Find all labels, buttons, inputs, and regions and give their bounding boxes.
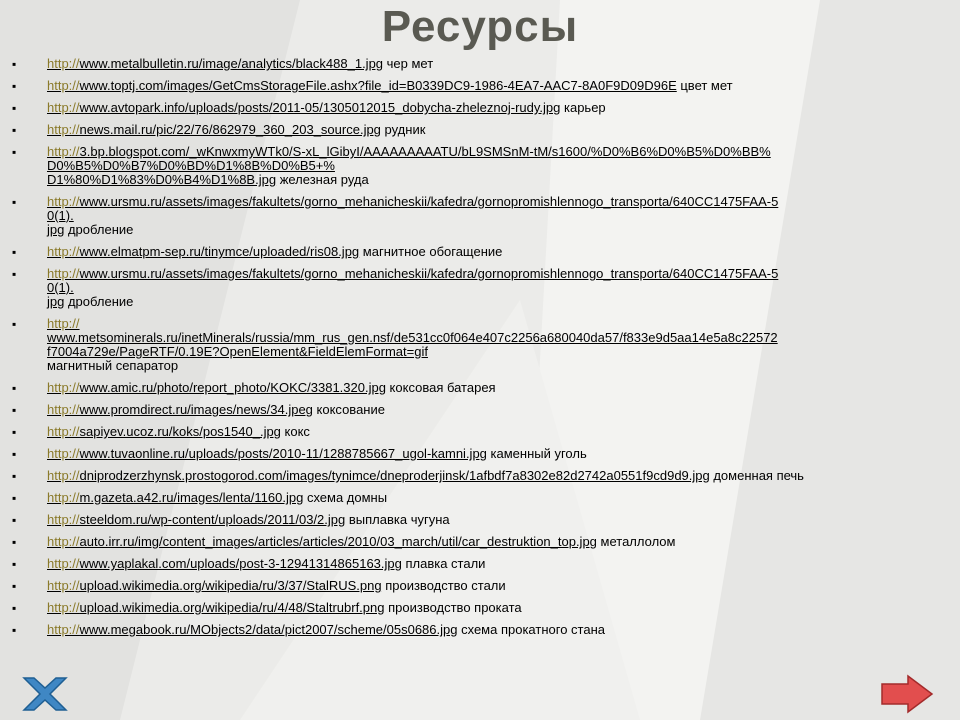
list-item [12,245,952,259]
reference-link[interactable]: http:// [47,316,80,331]
bullet-icon: ▪ [12,447,17,461]
list-item [12,79,952,93]
reference-link[interactable]: http://upload.wikimedia.org/wikipedia/ru/3/37/StalRUS.png [47,578,382,593]
reference-link[interactable]: http://www.metalbulletin.ru/image/analytics/black488_1.jpg [47,56,384,71]
list-item [12,57,952,71]
reference-description: карьер [560,100,606,115]
reference-description: кокс [280,424,310,439]
bullet-icon: ▪ [12,579,17,593]
list-item [12,123,952,137]
bullet-icon: ▪ [12,57,17,71]
list-item [12,447,952,461]
list-item [12,601,952,615]
bullet-icon: ▪ [12,101,17,115]
reference-description: чер мет [383,56,434,71]
reference-description: схема домны [303,490,388,505]
reference-link[interactable]: http://auto.irr.ru/img/content_images/articles/articles/2010/03_march/util/car_destruktion_top.jpg [47,534,597,549]
reference-link[interactable]: http://www.ursmu.ru/assets/images/fakultets/gorno_mehanicheskii/kafedra/gornopromishlennogo_transporta/640CC1475FAA-5 [47,194,779,209]
bullet-icon: ▪ [12,79,17,93]
reference-link-end[interactable]: jpg [47,294,65,309]
reference-description: схема прокатного стана [457,622,605,637]
list-item [12,425,952,439]
reference-link-end[interactable]: f7004a729e/PageRTF/0.19E?OpenElement&FieldElemFormat=gif [47,344,428,359]
reference-link-end[interactable]: jpg [47,222,65,237]
reference-description: каменный уголь [486,446,587,461]
bullet-icon: ▪ [12,317,17,331]
reference-link[interactable]: http://www.toptj.com/images/GetCmsStorageFile.ashx?file_id=B0339DC9-1986-4EA7-AAC7-8A0F9D09D96E [47,78,677,93]
list-item [12,535,952,549]
reference-description: доменная печь [709,468,804,483]
reference-link[interactable]: http://www.promdirect.ru/images/news/34.jpeg [47,402,313,417]
reference-description: дробление [64,222,134,237]
reference-link[interactable]: http://www.yaplakal.com/uploads/post-3-12941314865163.jpg [47,556,402,571]
bullet-icon: ▪ [12,403,17,417]
reference-link-cont[interactable]: 0(1). [47,280,74,295]
bullet-icon: ▪ [12,245,17,259]
list-item [12,513,952,527]
bullet-icon: ▪ [12,267,17,281]
bullet-icon: ▪ [12,513,17,527]
reference-description: плавка стали [401,556,486,571]
reference-link[interactable]: http://www.amic.ru/photo/report_photo/KOKC/3381.320.jpg [47,380,386,395]
reference-description: рудник [380,122,426,137]
list-item [12,381,952,395]
bullet-icon: ▪ [12,123,17,137]
reference-link[interactable]: http://steeldom.ru/wp-content/uploads/2011/03/2.jpg [47,512,346,527]
reference-description: коксование [312,402,385,417]
reference-description: магнитное обогащение [359,244,503,259]
reference-link[interactable]: http://www.megabook.ru/MObjects2/data/pict2007/scheme/05s0686.jpg [47,622,458,637]
close-nav-button[interactable] [16,674,74,714]
list-item [12,145,952,187]
reference-link[interactable]: http://www.ursmu.ru/assets/images/fakultets/gorno_mehanicheskii/kafedra/gornopromishlennogo_transporta/640CC1475FAA-5 [47,266,779,281]
reference-description: выплавка чугуна [345,512,450,527]
reference-link[interactable]: http://www.elmatpm-sep.ru/tinymce/uploaded/ris08.jpg [47,244,360,259]
bullet-icon: ▪ [12,469,17,483]
reference-link-cont[interactable]: D0%B5%D0%B7%D0%BD%D1%8B%D0%B5+% [47,158,335,173]
reference-link-cont[interactable]: 0(1). [47,208,74,223]
references-list [12,57,952,645]
bullet-icon: ▪ [12,381,17,395]
reference-link-end[interactable]: D1%80%D1%83%D0%B4%D1%8B.jpg [47,172,277,187]
reference-description: коксовая батарея [385,380,496,395]
reference-link-cont[interactable]: www.metsominerals.ru/inetMinerals/russia/mm_rus_gen.nsf/de531cc0f064e407c2256a680040da57/f833e9d5aa14e5a8c22572 [47,330,778,345]
reference-description: дробление [64,294,134,309]
reference-link[interactable]: http://www.avtopark.info/uploads/posts/2011-05/1305012015_dobycha-zheleznoj-rudy.jpg [47,100,561,115]
list-item [12,267,952,309]
list-item [12,101,952,115]
bullet-icon: ▪ [12,145,17,159]
reference-description: магнитный сепаратор [47,358,179,373]
reference-link[interactable]: http://m.gazeta.a42.ru/images/lenta/1160.jpg [47,490,304,505]
list-item [12,317,952,373]
reference-link[interactable]: http://news.mail.ru/pic/22/76/862979_360_203_source.jpg [47,122,381,137]
bullet-icon: ▪ [12,425,17,439]
list-item [12,403,952,417]
list-item [12,579,952,593]
reference-description: производство проката [384,600,522,615]
reference-description: производство стали [381,578,506,593]
reference-link[interactable]: http://dniprodzerzhynsk.prostogorod.com/images/tynimce/dneproderjinsk/1afbdf7a8302e82d2742a0551f9cd9d9.jpg [47,468,710,483]
bullet-icon: ▪ [12,557,17,571]
list-item [12,469,952,483]
close-x-icon [16,674,74,714]
reference-description: железная руда [276,172,369,187]
bullet-icon: ▪ [12,601,17,615]
reference-link[interactable]: http://sapiyev.ucoz.ru/koks/pos1540_.jpg [47,424,281,439]
reference-link[interactable]: http://www.tuvaonline.ru/uploads/posts/2010-11/1288785667_ugol-kamni.jpg [47,446,487,461]
bullet-icon: ▪ [12,195,17,209]
bullet-icon: ▪ [12,535,17,549]
slide-title: Ресурсы [381,2,579,51]
reference-description: металлолом [596,534,676,549]
reference-link[interactable]: http://3.bp.blogspot.com/_wKnwxmyWTk0/S-xL_lGibyI/AAAAAAAAATU/bL9SMSnM-tM/s1600/%D0%B6%D0%B5%D0%BB% [47,144,771,159]
reference-link[interactable]: http://upload.wikimedia.org/wikipedia/ru/4/48/Staltrubrf.png [47,600,385,615]
bullet-icon: ▪ [12,623,17,637]
list-item [12,623,952,637]
next-slide-button[interactable] [878,674,936,714]
arrow-right-icon [878,674,936,714]
list-item [12,491,952,505]
list-item [12,557,952,571]
list-item [12,195,952,237]
bullet-icon: ▪ [12,491,17,505]
reference-description: цвет мет [676,78,733,93]
